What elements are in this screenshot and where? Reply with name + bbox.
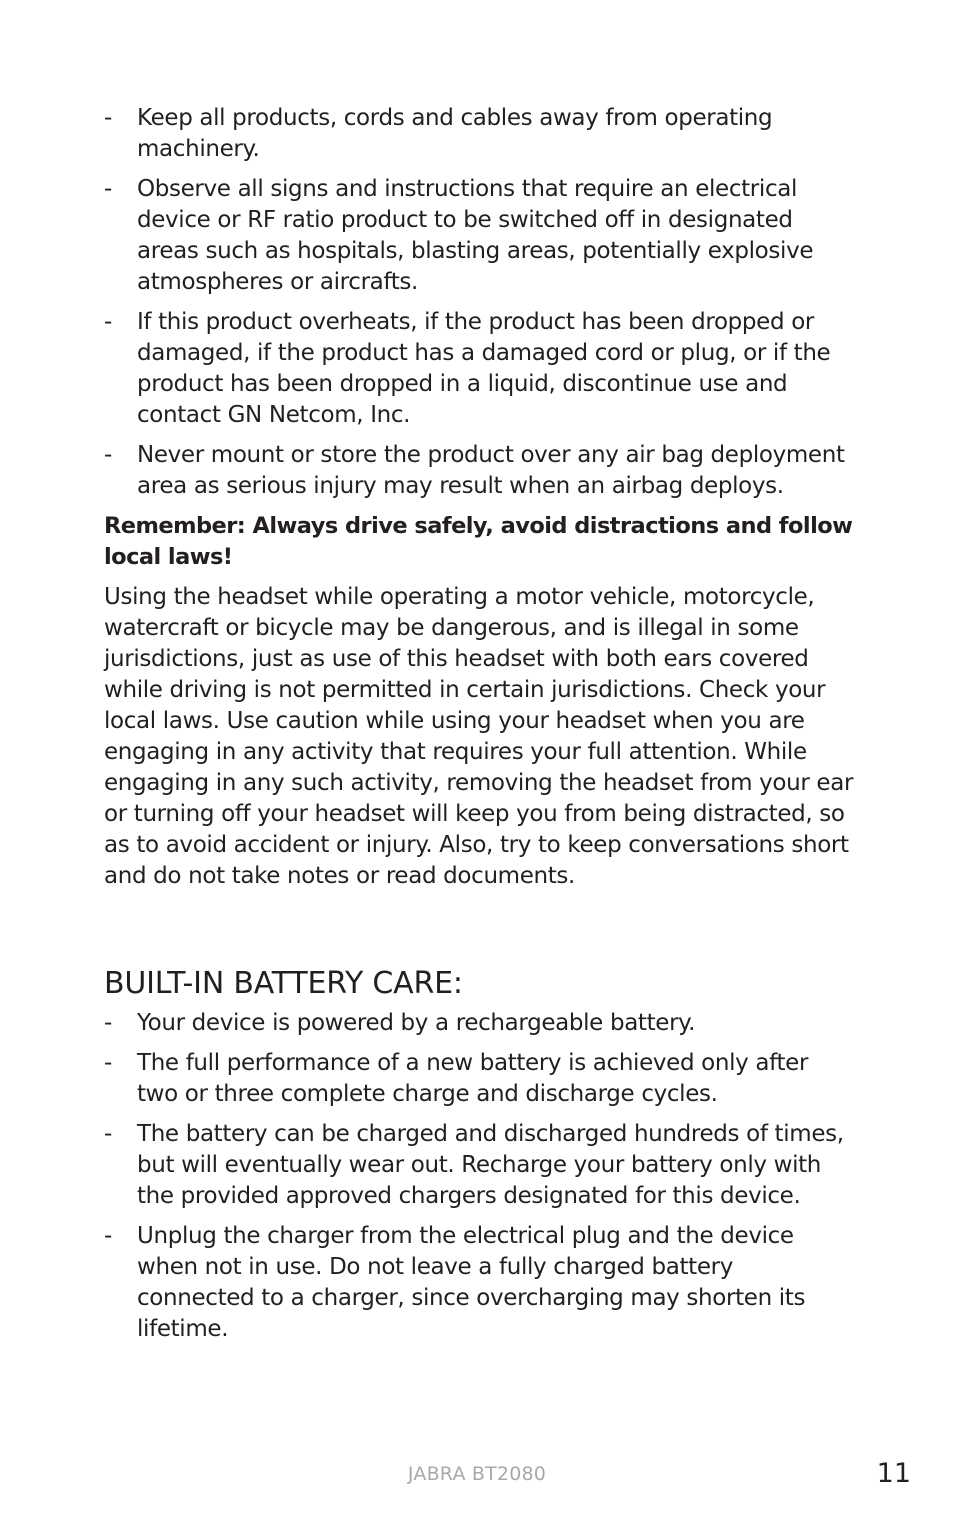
list-item-text: Unplug the charger from the electrical plug and the device when not in use. Do not leave a fully charged battery connected to a charger, since overcharging may shorten its lifetime. — [137, 1223, 806, 1342]
list-item: - The full performance of a new battery is achieved only after two or three complete charge and discharge cycles. — [104, 1050, 809, 1107]
list-item: - Your device is powered by a rechargeable battery. — [104, 1010, 696, 1036]
remember-note: Remember: Always drive safely, avoid distractions and follow local laws! — [104, 513, 853, 570]
list-item: - If this product overheats, if the product has been dropped or damaged, if the product has a damaged cord or plug, or if the product has been dropped in a liquid, discontinue use and contact GN Netcom, Inc. — [104, 309, 831, 428]
list-item-text: If this product overheats, if the product has been dropped or damaged, if the product has a damaged cord or plug, or if the product has been dropped in a liquid, discontinue use and contact GN Netcom, Inc. — [137, 309, 831, 428]
list-item-text: The battery can be charged and discharged hundreds of times, but will eventually wear out. Recharge your battery only with the provided approved chargers designated for this device. — [137, 1121, 844, 1209]
list-item: - The battery can be charged and discharged hundreds of times, but will eventually wear out. Recharge your battery only with the provided approved chargers designated for this device. — [104, 1121, 844, 1209]
battery-heading: BUILT-IN BATTERY CARE: — [104, 966, 463, 1001]
footer-brand: JABRA BT2080 — [407, 1463, 547, 1485]
battery-list — [104, 1008, 854, 1345]
list-item: - Keep all products, cords and cables away from operating machinery. — [104, 105, 773, 162]
list-item: - Unplug the charger from the electrical plug and the device when not in use. Do not leave a fully charged battery connected to a charger, since overcharging may shorten its lifetime. — [104, 1223, 806, 1342]
safety-list — [104, 103, 854, 502]
page-content — [104, 103, 854, 1354]
list-item-text: Keep all products, cords and cables away from operating machinery. — [137, 105, 773, 162]
page-number: 11 — [876, 1458, 911, 1489]
list-item: - Never mount or store the product over any air bag deployment area as serious injury may result when an airbag deploys. — [104, 442, 845, 499]
list-item: - Observe all signs and instructions that require an electrical device or RF ratio product to be switched off in designated areas such as hospitals, blasting areas, potentially explosive atmospheres or aircrafts. — [104, 176, 814, 295]
list-item-text: Your device is powered by a rechargeable battery. — [137, 1010, 696, 1036]
list-item-text: Never mount or store the product over any air bag deployment area as serious injury may result when an airbag deploys. — [137, 442, 845, 499]
list-item-text: The full performance of a new battery is achieved only after two or three complete charge and discharge cycles. — [137, 1050, 809, 1107]
driving-paragraph: Using the headset while operating a motor vehicle, motorcycle, watercraft or bicycle may be dangerous, and is illegal in some jurisdictions, just as use of this headset with both ears covered while driving is not permitted in certain jurisdictions. Check your local laws. Use caution while using your headset when you are engaging in any activity that requires your full attention. While engaging in any such activity, removing the headset from your ear or turning off your headset will keep you from being distracted, so as to avoid accident or injury. Also, try to keep conversations short and do not take notes or read documents. — [104, 584, 854, 889]
list-item-text: Observe all signs and instructions that require an electrical device or RF ratio product to be switched off in designated areas such as hospitals, blasting areas, potentially explosive atmospheres or aircrafts. — [137, 176, 814, 295]
